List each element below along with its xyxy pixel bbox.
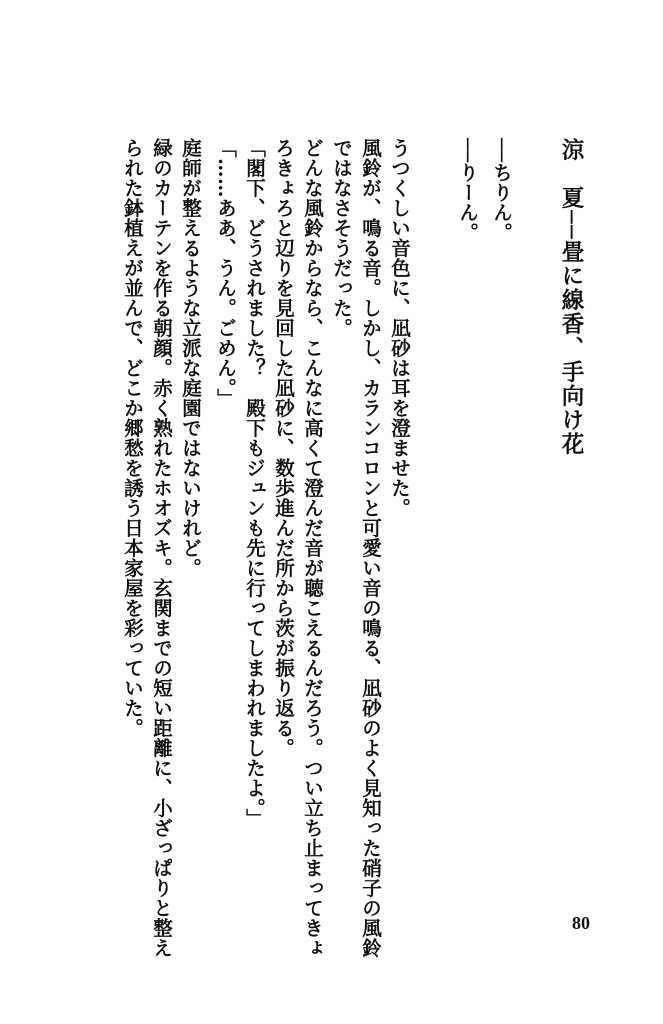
body-line-8: 「閣下、どうされました？ 殿下もジュンも先に行ってしまわれましたよ。」: [243, 138, 266, 829]
body-line-10: 庭師が整えるような立派な庭園ではないけれど。: [179, 138, 202, 578]
body-line-9: 「……ああ、うん。ごめん。」: [214, 138, 237, 409]
chapter-title: 涼 夏──畳に線香、手向け花: [558, 138, 584, 457]
body-line-3: うつくしい音色に、凪砂は耳を澄ませた。: [388, 138, 411, 518]
body-line-5: ではなさそうだった。: [330, 138, 353, 338]
body-line-12: られた鉢植えが並んで、どこか郷愁を誘う日本家屋を彩っていた。: [121, 138, 144, 738]
page-number: 80: [572, 913, 590, 933]
body-line-1: ──ちりん。: [490, 138, 513, 243]
body-line-2: ──りーん。: [456, 138, 479, 243]
body-line-11: 緑のカーテンを作る朝顔。赤く熟れたホオズキ。玄関までの短い距離に、小ざっぱりと整え: [150, 138, 173, 958]
body-line-7: ろきょろと辺りを見回した凪砂に、数歩進んだ所から茨が振り返る。: [272, 138, 295, 758]
body-line-6: どんな風鈴からなら、こんなに高くて澄んだ音が聴こえるんだろう。つい立ち止まってきょ: [301, 138, 324, 958]
body-line-4: 風鈴が、鳴る音。しかし、カランコロンと可愛い音の鳴る、凪砂のよく見知った硝子の風鈴: [359, 138, 382, 958]
